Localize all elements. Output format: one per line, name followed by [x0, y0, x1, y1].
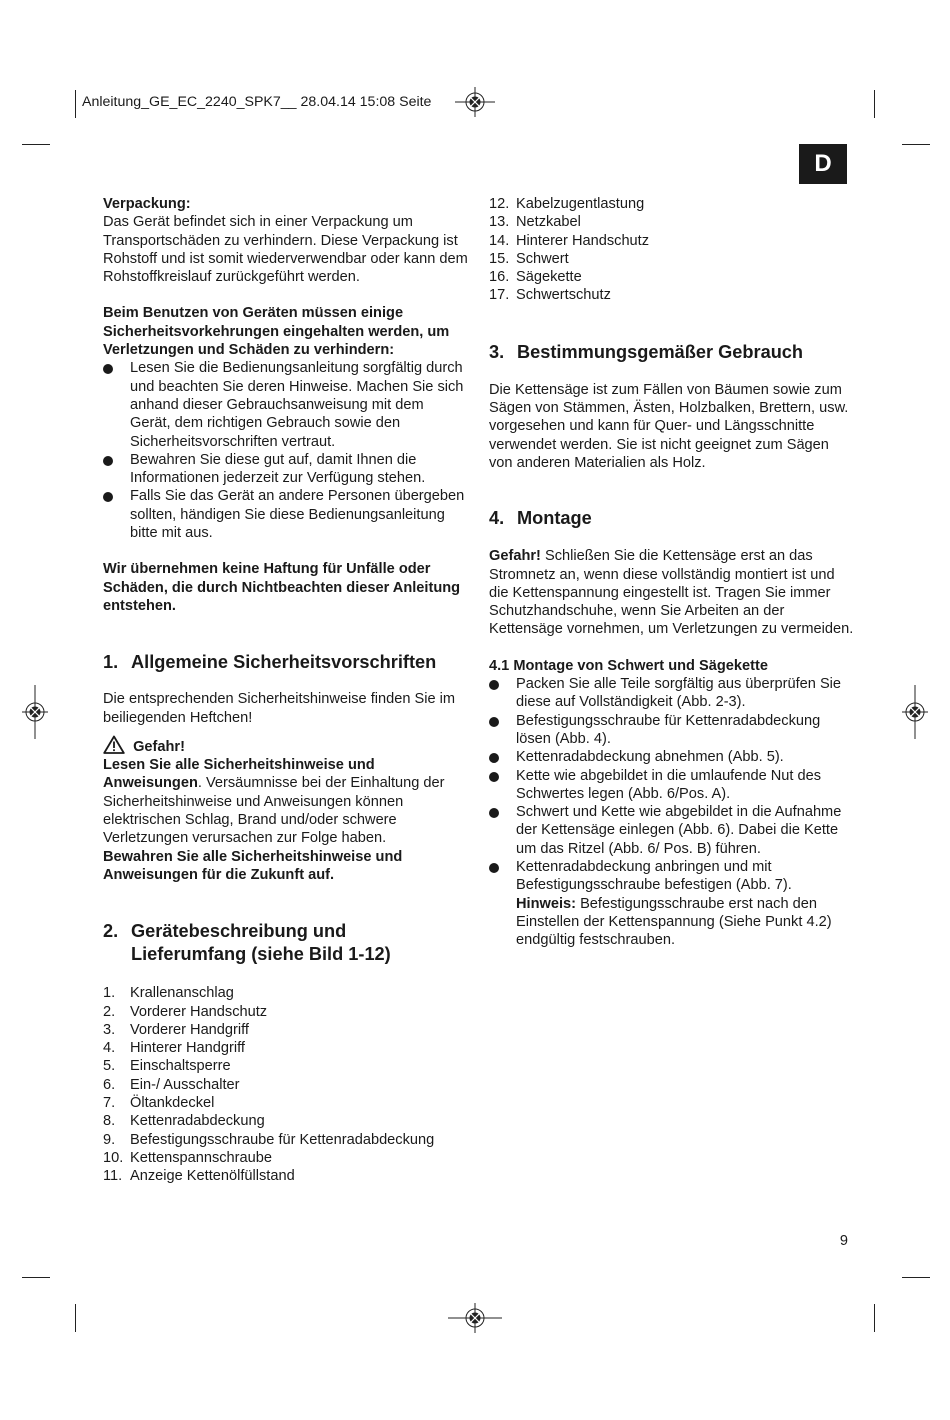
registration-mark-icon	[455, 87, 495, 117]
bullet-icon	[103, 456, 113, 466]
list-item: 2. Vorderer Handschutz	[103, 1003, 268, 1020]
liability-notice: Wir übernehmen keine Haftung für Unfälle oder Schäden, die durch Nichtbeachten dieser Anleitung entstehen.	[103, 561, 461, 614]
list-item: 10. Kettenspannschraube	[103, 1149, 272, 1166]
list-item: Kettenradabdeckung anbringen und mit Befestigungsschraube befestigen (Abb. 7). Hinweis: Befestigungsschraube erst nach den Einstellen der Kettenspannung (Siehe Punkt 4.2) endgültig festschrauben.	[489, 858, 854, 949]
list-item: Befestigungsschraube für Kettenradabdeckung lösen (Abb. 4).	[489, 712, 854, 749]
bullet-icon	[489, 863, 499, 873]
crop-mark	[22, 1277, 50, 1278]
list-item: Falls Sie das Gerät an andere Personen übergeben sollten, händigen Sie diese Bedienungsanleitung bitte mit aus.	[103, 487, 468, 542]
list-item: 17. Schwertschutz	[489, 287, 611, 304]
danger-label: Gefahr!	[133, 738, 185, 755]
section-number: 2.	[103, 921, 119, 942]
subsection-4-1-title: 4.1 Montage von Schwert und Sägekette	[489, 657, 768, 674]
bullet-icon	[489, 772, 499, 782]
list-item: 8. Kettenradabdeckung	[103, 1113, 265, 1130]
note-label: Hinweis:	[516, 895, 577, 912]
bullet-icon	[489, 717, 499, 727]
left-column	[103, 195, 468, 1185]
list-item: 14. Hinterer Handschutz	[489, 232, 650, 249]
list-item: 1. Krallenanschlag	[103, 985, 234, 1002]
list-item: 12. Kabelzugentlastung	[489, 196, 645, 212]
crop-mark	[22, 144, 50, 145]
danger-paragraph: Lesen Sie alle Sicherheitshinweise und Anweisungen. Versäumnisse bei der Einhaltung der Sicherheitshinweise und Anweisungen können elektrischen Schlag, Brand und/oder schwere Verletzungen verursachen zur Folge haben.	[103, 757, 445, 847]
bullet-icon	[103, 492, 113, 502]
right-column	[489, 195, 854, 950]
section-title-line: Gerätebeschreibung und	[131, 921, 347, 942]
bullet-icon	[489, 753, 499, 763]
danger-keep-notice: Bewahren Sie alle Sicherheitshinweise und Anweisungen für die Zukunft auf.	[103, 848, 403, 883]
section-title: Allgemeine Sicherheitsvorschriften	[131, 652, 437, 673]
crop-mark	[874, 90, 875, 118]
packaging-text: Das Gerät befindet sich in einer Verpackung um Transportschäden zu verhindern. Diese Verpackung ist Rohstoff und ist somit wiederverwendbar oder kann dem Rohstoffkreislauf zurückgeführt werden.	[103, 214, 468, 286]
section-2-heading	[103, 920, 468, 966]
bullet-icon	[103, 364, 113, 374]
language-badge: D	[799, 144, 847, 184]
crop-mark	[902, 144, 930, 145]
section-title-line: Lieferumfang (siehe Bild 1-12)	[131, 944, 391, 965]
safety-bullet-list	[103, 359, 468, 542]
bullet-icon	[489, 680, 499, 690]
list-item: 3. Vorderer Handgriff	[103, 1021, 249, 1038]
list-item: 13. Netzkabel	[489, 214, 581, 231]
section-number: 4.	[489, 508, 505, 529]
page-number: 9	[839, 1233, 848, 1249]
print-header: Anleitung_GE_EC_2240_SPK7__ 28.04.14 15:08 Seite	[82, 94, 432, 110]
section-title: Bestimmungsgemäßer Gebrauch	[517, 341, 804, 362]
list-item: 9. Befestigungsschraube für Kettenradabdeckung	[103, 1131, 435, 1148]
list-item: 7. Öltankdeckel	[103, 1094, 215, 1111]
safety-intro: Beim Benutzen von Geräten müssen einige Sicherheitsvorkehrungen eingehalten werden, um Verletzungen und Schäden zu verhindern:	[103, 305, 450, 359]
list-item: Kette wie abgebildet in die umlaufende Nut des Schwertes legen (Abb. 6/Pos. A).	[489, 767, 854, 804]
list-item: Schwert und Kette wie abgebildet in die Aufnahme der Kettensäge einlegen (Abb. 6). Dabei die Kette um das Ritzel (Abb. 6/ Pos. B) führen.	[489, 803, 854, 858]
crop-mark	[75, 90, 76, 118]
registration-mark-icon	[22, 685, 48, 739]
section-4-danger: Gefahr! Schließen Sie die Kettensäge erst an das Stromnetz an, wenn diese vollständig montiert ist und die Kettenspannung eingestellt ist. Tragen Sie immer Schutzhandschuhe, wenn Sie Arbeiten an der Kettensäge vornehmen, um Verletzungen zu vermeiden.	[489, 548, 854, 638]
list-item: 15. Schwert	[489, 250, 569, 267]
crop-mark	[902, 1277, 930, 1278]
list-item: 11. Anzeige Kettenölfüllstand	[103, 1168, 295, 1185]
registration-mark-icon	[448, 1303, 502, 1333]
section-3-heading	[489, 341, 854, 364]
list-item: 5. Einschaltsperre	[103, 1058, 231, 1075]
section-title: Montage	[517, 508, 592, 529]
danger-heading	[103, 735, 468, 756]
crop-mark	[75, 1304, 76, 1332]
section-number: 3.	[489, 341, 505, 362]
crop-mark	[874, 1304, 875, 1332]
list-item: 4. Hinterer Handgriff	[103, 1040, 245, 1057]
note-text: Befestigungsschraube erst nach den Einstellen der Kettenspannung (Siehe Punkt 4.2) endgültig festschrauben.	[516, 895, 832, 949]
section-number: 1.	[103, 652, 119, 673]
list-item: Kettenradabdeckung abnehmen (Abb. 5).	[489, 748, 854, 766]
list-item: Lesen Sie die Bedienungsanleitung sorgfältig durch und beachten Sie deren Hinweise. Machen Sie sich anhand dieser Gebrauchsanweisung mit dem Gerät, dem richtigen Gebrauch sowie den Sicherheitsvorschriften vertraut.	[103, 359, 468, 450]
section-1-heading	[103, 651, 468, 674]
list-item: Bewahren Sie diese gut auf, damit Ihnen die Informationen jederzeit zur Verfügung stehen.	[103, 451, 468, 488]
assembly-steps	[489, 675, 854, 949]
bullet-icon	[489, 808, 499, 818]
packaging-title: Verpackung:	[103, 196, 191, 212]
warning-triangle-icon	[103, 735, 125, 754]
parts-list	[103, 984, 468, 1185]
section-4-heading	[489, 507, 854, 530]
list-item: Packen Sie alle Teile sorgfältig aus überprüfen Sie diese auf Vollständigkeit (Abb. 2-3).	[489, 675, 854, 712]
list-item: 6. Ein-/ Ausschalter	[103, 1076, 240, 1093]
list-item: 16. Sägekette	[489, 269, 582, 286]
parts-list-continued	[489, 195, 854, 305]
section-3-text: Die Kettensäge ist zum Fällen von Bäumen sowie zum Sägen von Stämmen, Ästen, Holzbalken, Brettern, usw. vorgesehen und kann für Quer- und Längsschnitte verwendet werden. Sie ist nicht geeignet zum Sägen von anderen Materialien als Holz.	[489, 381, 849, 471]
registration-mark-icon	[902, 685, 928, 739]
section-1-text: Die entsprechenden Sicherheitshinweise finden Sie im beiliegenden Heftchen!	[103, 691, 456, 726]
